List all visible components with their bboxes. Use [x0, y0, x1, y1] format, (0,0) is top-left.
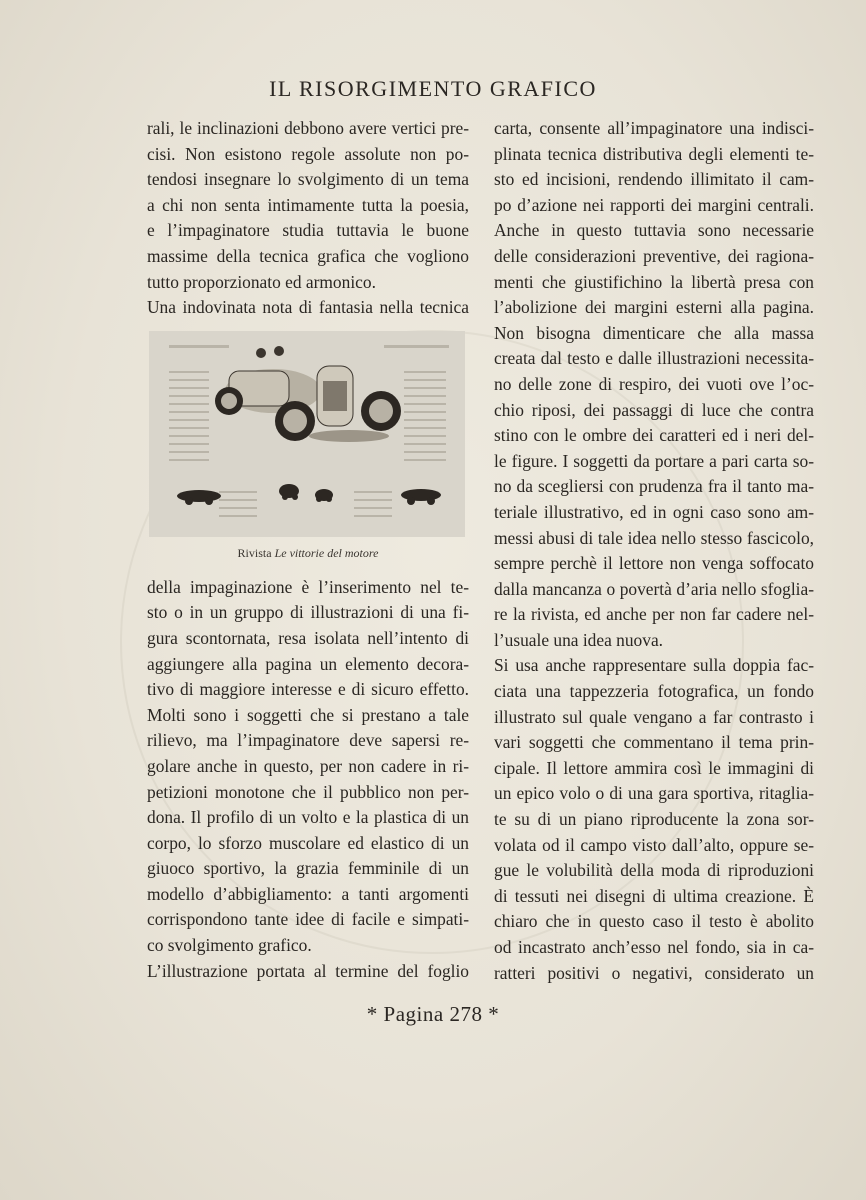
- text-line: teriale illustrativo, ed in ogni caso sono am-: [494, 501, 814, 522]
- text-line: Anche in questo tuttavia sono necessarie: [494, 220, 814, 241]
- text-line: di tessuti nei disegni di ultima creazione. È: [494, 885, 814, 906]
- figure-caption: [147, 545, 469, 561]
- text-line: rali, le inclinazioni debbono avere vertici pre-: [147, 118, 469, 138]
- text-line: Si usa anche rappresentare sulla doppia fac-: [494, 655, 814, 676]
- text-line: no da scegliersi con prudenza fra il tanto ma-: [494, 476, 814, 497]
- text-line: stino con le ombre dei caratteri ed i neri del-: [494, 425, 814, 446]
- text-line: sto o in un gruppo di illustrazioni di una fi-: [147, 602, 469, 623]
- text-line: golare anche in questo, per non cadere in ri-: [147, 755, 469, 776]
- text-line: Una indovinata nota di fantasia nella tecnica: [147, 297, 469, 318]
- text-line: corpo, lo sforzo muscolare ed elastico di un: [147, 832, 469, 853]
- text-line: L’illustrazione portata al termine del foglio: [147, 960, 469, 981]
- text-line: no delle zone di respiro, dei vuoti ove l’oc-: [494, 373, 814, 394]
- text-line: ratteri positivi o negativi, considerato un: [494, 962, 814, 983]
- figure-race-cars: [149, 331, 465, 537]
- text-line: chiaro che in questo caso il testo è abolito: [494, 911, 814, 932]
- text-line: Molti sono i soggetti che si prestano a tale: [147, 704, 469, 725]
- text-line: a chi non senta intimamente tutta la poesia,: [147, 194, 469, 215]
- text-line: te su di un piano riproducente la zona sor-: [494, 809, 814, 830]
- text-line: plinata tecnica distributiva degli elementi te-: [494, 143, 814, 164]
- right-column: [494, 116, 814, 986]
- text-line: gura scontornata, resa isolata nell’intento di: [147, 627, 469, 648]
- text-line: sto ed incisioni, rendendo illimitato il cam-: [494, 169, 814, 190]
- text-line: tivo di maggiore interesse e di sicuro effetto.: [147, 679, 469, 700]
- text-line: dona. Il profilo di un volto e la plastica di un: [147, 807, 469, 828]
- text-line: carta, consente all’impaginatore una indisci-: [494, 118, 814, 138]
- page-number: * Pagina 278 *: [366, 1002, 500, 1026]
- text-line: Non bisogna dimenticare che alla massa: [494, 322, 814, 343]
- caption-prefix: Rivista: [237, 545, 272, 560]
- text-line: dalla mancanza o povertà d’aria nello sfoglia-: [494, 578, 814, 599]
- left-paragraph-3: [147, 959, 469, 985]
- text-line: giuoco sportivo, la grazia femminile di un: [147, 858, 469, 879]
- text-line: aggiungere alla pagina un elemento decora-: [147, 653, 469, 674]
- text-line: gue le volubilità della moda di riproduzioni: [494, 860, 814, 881]
- text-line: cipale. Il lettore ammira così le immagini di: [494, 757, 814, 778]
- text-line: re la rivista, ed anche per non far cadere nel-: [494, 604, 814, 625]
- text-line: illustrato sul quale vengano a far contrasto i: [494, 706, 814, 727]
- text-line: l’usuale una idea nuova.: [494, 629, 664, 650]
- text-line: cisi. Non esistono regole assolute non po-: [147, 143, 469, 164]
- text-line: le figure. I soggetti da portare a pari carta so-: [494, 450, 814, 471]
- text-line: chio riposi, dei passaggi di luce che contra: [494, 399, 814, 420]
- right-paragraph-1: [494, 116, 814, 653]
- text-line: l’abolizione dei margini esterni alla pagina.: [494, 297, 814, 318]
- running-header: IL RISORGIMENTO GRAFICO: [269, 76, 597, 101]
- right-paragraph-2: [494, 653, 814, 986]
- text-line: co svolgimento grafico.: [147, 935, 312, 956]
- text-line: ciata una tappezzeria fotografica, un fondo: [494, 681, 814, 702]
- text-line: menti che giustifichino la libertà presa con: [494, 271, 814, 292]
- text-line: e l’impaginatore studia tuttavia le buone: [147, 220, 469, 241]
- race-car-illustration: [149, 331, 465, 537]
- text-line: volata od il campo visto dall’alto, oppure se-: [494, 834, 814, 855]
- text-line: tendosi insegnare lo svolgimento di un tema: [147, 169, 469, 190]
- text-line: rilievo, ma l’impaginatore deve sapersi re-: [147, 730, 469, 751]
- text-line: creata dal testo e dalle illustrazioni necessita-: [494, 348, 814, 369]
- text-line: delle considerazioni preventive, dei ragiona-: [494, 245, 814, 266]
- text-line: messi abusi di tale idea nello stesso fascicolo,: [494, 527, 814, 548]
- caption-title: Le vittorie del motore: [274, 545, 379, 560]
- left-column: [147, 116, 469, 984]
- left-paragraph-2-start: [147, 295, 469, 321]
- text-line: sempre perchè il lettore non venga soffocato: [494, 553, 814, 574]
- text-line: massime della tecnica grafica che vogliono: [147, 245, 469, 266]
- text-line: tutto proporzionato ed armonico.: [147, 271, 376, 292]
- left-paragraph-2-continued: [147, 575, 469, 959]
- text-line: un epico volo o di una gara sportiva, ritaglia-: [494, 783, 814, 804]
- left-paragraph-1: [147, 116, 469, 295]
- text-line: corrispondono tante idee di facile e simpati-: [147, 909, 469, 930]
- text-line: vari soggetti che commentano il tema prin-: [494, 732, 814, 753]
- text-line: modello d’abbigliamento: a tanti argomenti: [147, 883, 469, 904]
- text-line: od incastrato anch’esso nel fondo, sia in ca-: [494, 937, 814, 957]
- text-line: della impaginazione è l’inserimento nel te-: [147, 576, 469, 597]
- text-line: po d’azione nei rapporti dei margini centrali.: [494, 194, 814, 215]
- text-line: petizioni monotone che il pubblico non per-: [147, 781, 469, 802]
